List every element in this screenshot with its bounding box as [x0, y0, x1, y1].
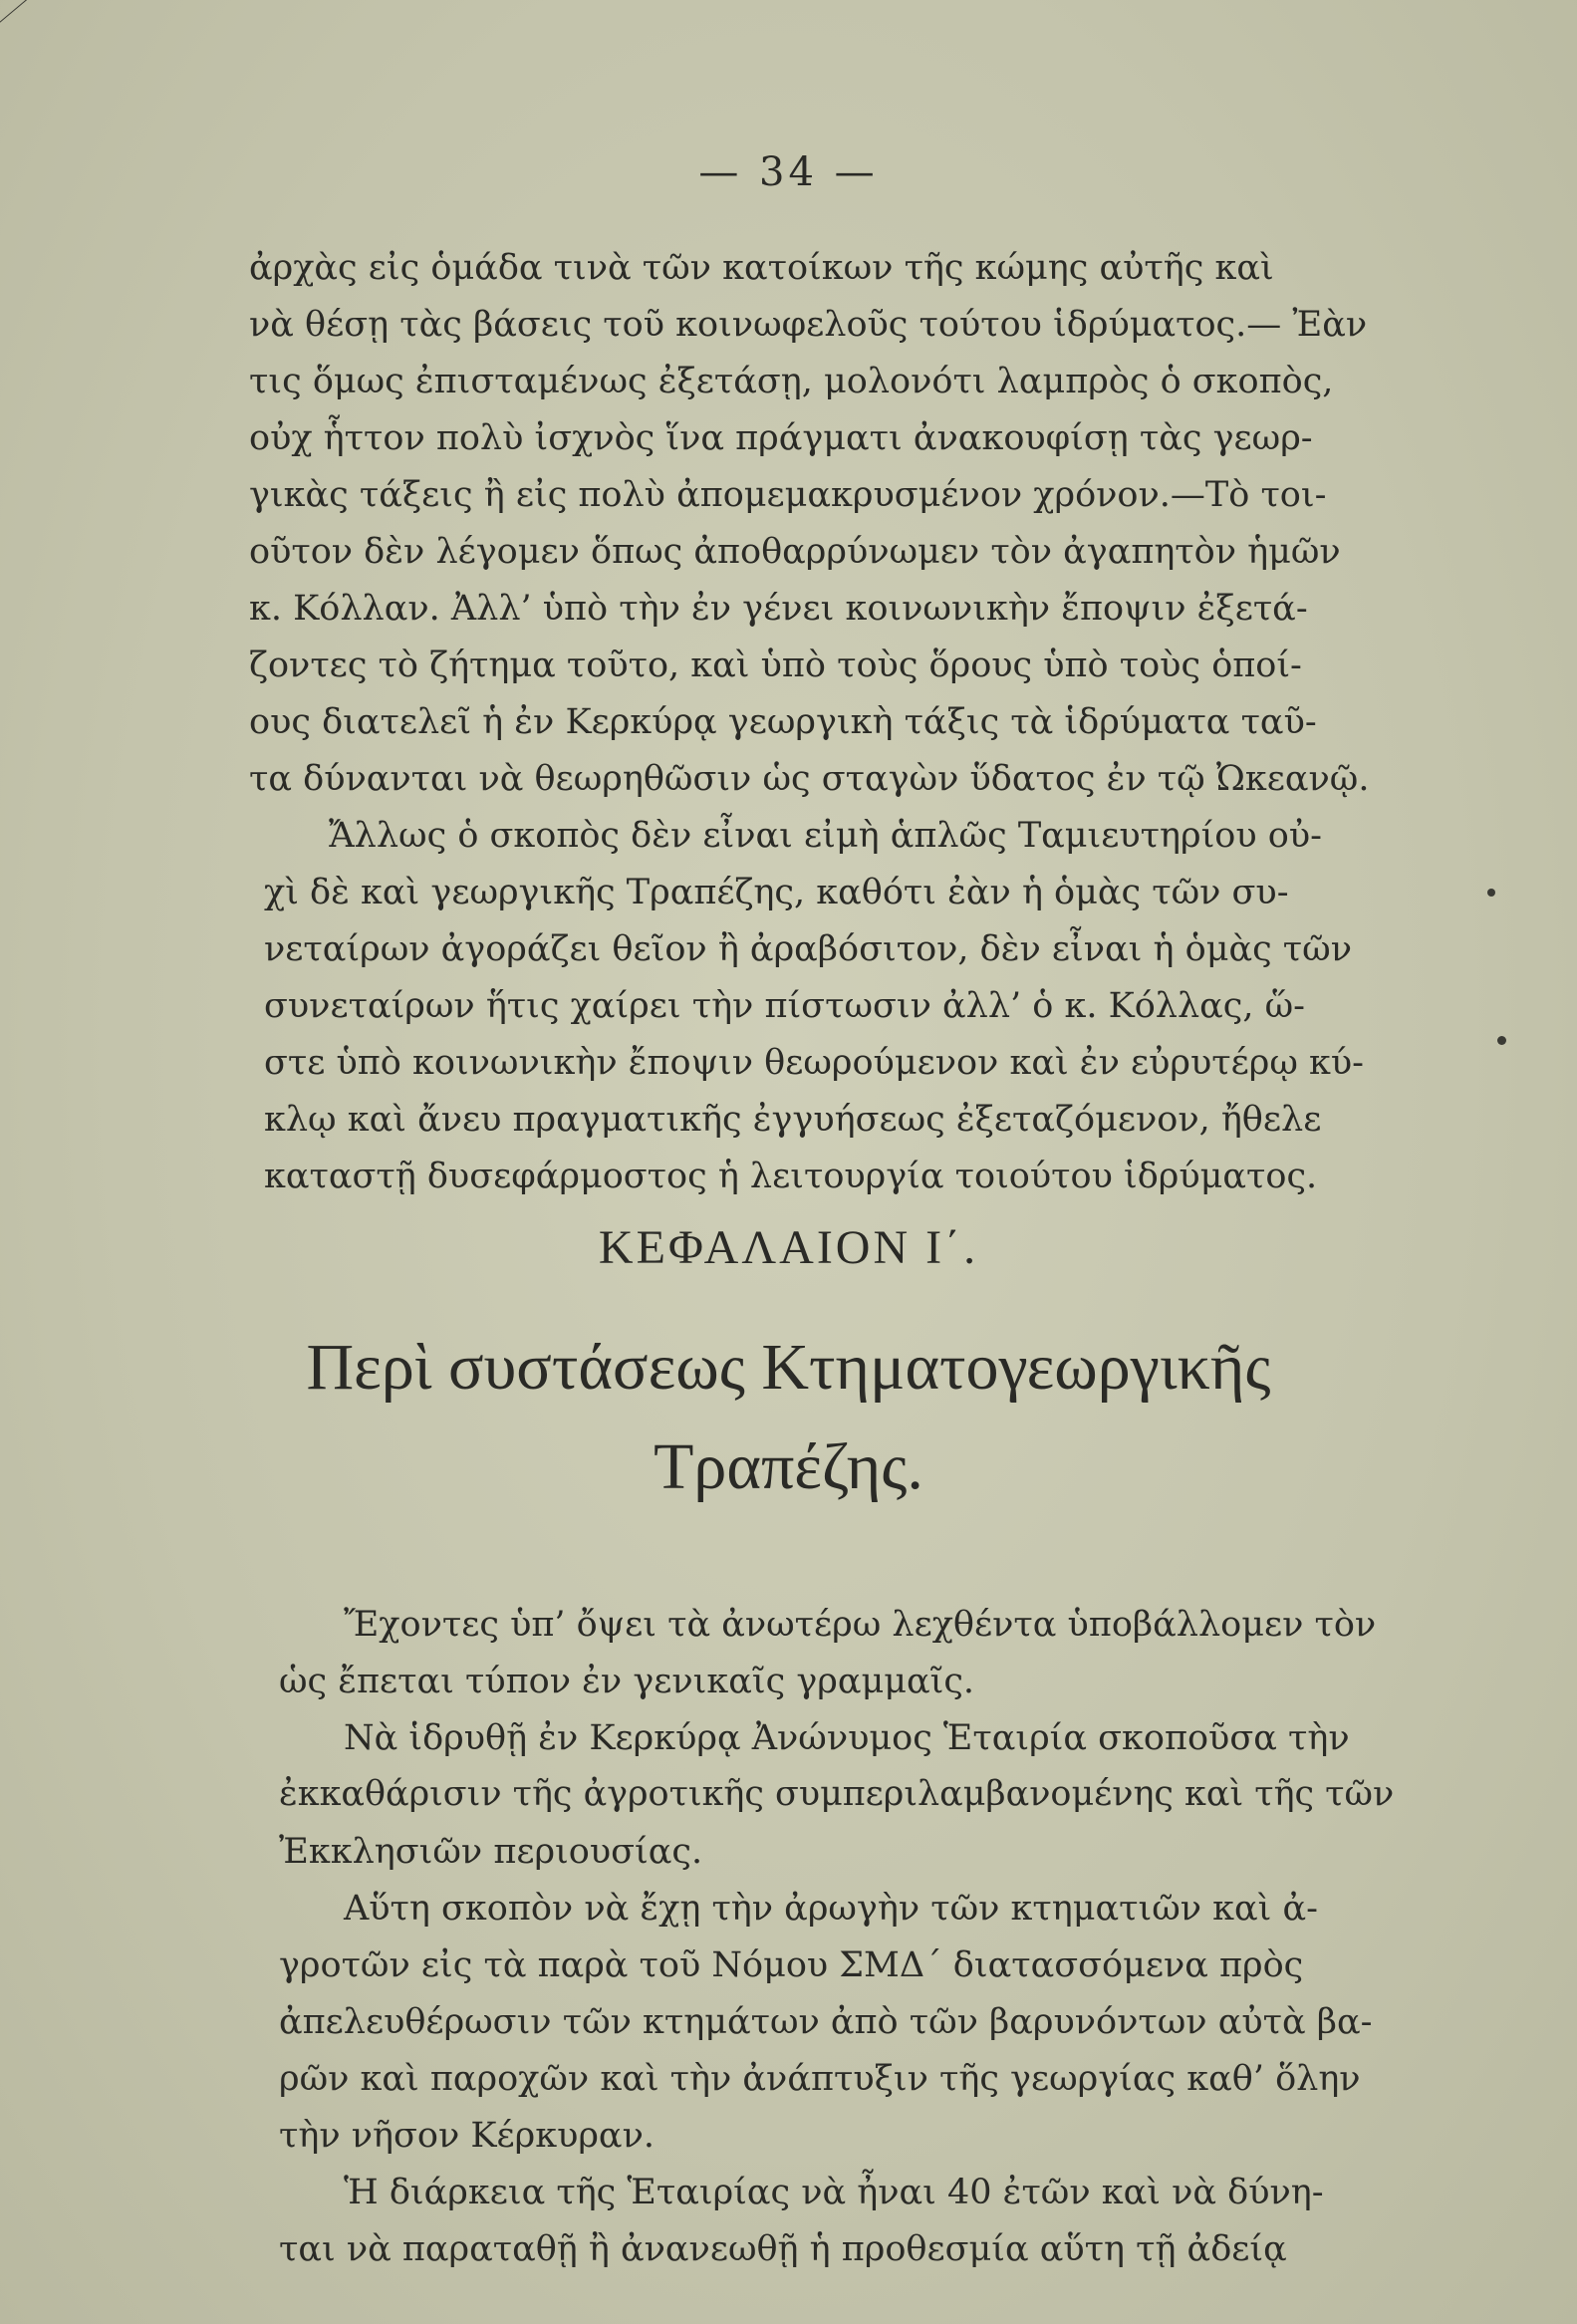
text-line: ἐκκαθάρισιν τῆς ἀγροτικῆς συμπεριλαμβανομένης καὶ τῆς τῶν	[279, 1774, 1395, 1814]
text-line: ους διατελεῖ ἡ ἐν Κερκύρᾳ γεωργικὴ τάξις τὰ ἱδρύματα ταῦ-	[249, 702, 1317, 742]
text-line: κλῳ καὶ ἄνευ πραγματικῆς ἐγγυήσεως ἐξεταζόμενον, ἤθελε	[264, 1100, 1322, 1140]
text-line: Ἡ διάρκεια τῆς Ἑταιρίας νὰ ἦναι 40 ἐτῶν καὶ νὰ δύνη-	[344, 2173, 1324, 2212]
text-line: κ. Κόλλαν. Ἀλλ’ ὑπὸ τὴν ἐν γένει κοινωνικὴν ἔποψιν ἐξετά-	[249, 589, 1308, 629]
section-title-line-2: Τραπέζης.	[654, 1430, 923, 1503]
text-line: Αὕτη σκοπὸν νὰ ἔχῃ τὴν ἀρωγὴν τῶν κτηματιῶν καὶ ἀ-	[344, 1889, 1318, 1929]
section-title-line-1: Περὶ συστάσεως Κτηματογεωργικῆς	[306, 1331, 1271, 1404]
ink-speck	[1487, 889, 1495, 897]
text-line: χὶ δὲ καὶ γεωργικῆς Τραπέζης, καθότι ἐὰν ἡ ὁμὰς τῶν συ-	[264, 873, 1289, 912]
text-line: ζοντες τὸ ζήτημα τοῦτο, καὶ ὑπὸ τοὺς ὅρους ὑπὸ τοὺς ὁποί-	[249, 646, 1302, 685]
text-line: τὴν νῆσον Κέρκυραν.	[279, 2116, 655, 2156]
page-number: — 34 —	[698, 149, 879, 195]
text-line: τις ὅμως ἐπισταμένως ἐξετάσῃ, μολονότι λαμπρὸς ὁ σκοπὸς,	[249, 362, 1334, 401]
text-line: ρῶν καὶ παροχῶν καὶ τὴν ἀνάπτυξιν τῆς γεωργίας καθ’ ὅλην	[279, 2059, 1361, 2099]
text-line: οῦτον δὲν λέγομεν ὅπως ἀποθαρρύνωμεν τὸν ἀγαπητὸν ἡμῶν	[249, 532, 1341, 572]
ink-speck	[1497, 1036, 1506, 1045]
text-line: οὐχ ἧττον πολὺ ἰσχνὸς ἵνα πράγματι ἀνακουφίσῃ τὰς γεωρ-	[249, 418, 1313, 458]
text-line: στε ὑπὸ κοινωνικὴν ἔποψιν θεωρούμενον καὶ ἐν εὐρυτέρῳ κύ-	[264, 1043, 1364, 1083]
text-line: νεταίρων ἀγοράζει θεῖον ἢ ἀραβόσιτον, δὲν εἶναι ἡ ὁμὰς τῶν	[264, 929, 1352, 969]
text-line: γικὰς τάξεις ἢ εἰς πολὺ ἀπομεμακρυσμένον χρόνον.—Τὸ τοι-	[249, 475, 1327, 515]
text-line: νὰ θέσῃ τὰς βάσεις τοῦ κοινωφελοῦς τούτου ἱδρύματος.— Ἐὰν	[249, 305, 1368, 345]
text-line: Ἐκκλησιῶν περιουσίας.	[279, 1832, 703, 1872]
text-line: ἀρχὰς εἰς ὁμάδα τινὰ τῶν κατοίκων τῆς κώμης αὐτῆς καὶ	[249, 248, 1274, 288]
text-line: συνεταίρων ἥτις χαίρει τὴν πίστωσιν ἀλλ’ ὁ κ. Κόλλας, ὥ-	[264, 986, 1306, 1026]
corner-pen-mark	[0, 0, 29, 31]
chapter-heading: ΚΕΦΑΛΑΙΟΝ Ι΄.	[598, 1221, 979, 1274]
text-line: γροτῶν εἰς τὰ παρὰ τοῦ Νόμου ΣΜΔ΄ διατασσόμενα πρὸς	[279, 1945, 1304, 1985]
text-line: Ἄλλως ὁ σκοπὸς δὲν εἶναι εἰμὴ ἁπλῶς Ταμιευτηρίου οὐ-	[329, 816, 1322, 856]
text-line: Νὰ ἱδρυθῇ ἐν Κερκύρᾳ Ἀνώνυμος Ἑταιρία σκοποῦσα τὴν	[344, 1718, 1350, 1758]
text-line: τα δύνανται νὰ θεωρηθῶσιν ὡς σταγὼν ὕδατος ἐν τῷ Ὠκεανῷ.	[249, 759, 1370, 799]
text-line: ται νὰ παραταθῇ ἢ ἀνανεωθῇ ἡ προθεσμία αὕτη τῇ ἀδείᾳ	[279, 2229, 1287, 2269]
text-line: ὡς ἔπεται τύπον ἐν γενικαῖς γραμμαῖς.	[279, 1662, 975, 1701]
text-line: ἀπελευθέρωσιν τῶν κτημάτων ἀπὸ τῶν βαρυνόντων αὐτὰ βα-	[279, 2002, 1373, 2042]
text-line: Ἔχοντες ὑπ’ ὄψει τὰ ἀνωτέρω λεχθέντα ὑποβάλλομεν τὸν	[344, 1605, 1377, 1645]
text-line: καταστῇ δυσεφάρμοστος ἡ λειτουργία τοιούτου ἱδρύματος.	[264, 1157, 1318, 1196]
